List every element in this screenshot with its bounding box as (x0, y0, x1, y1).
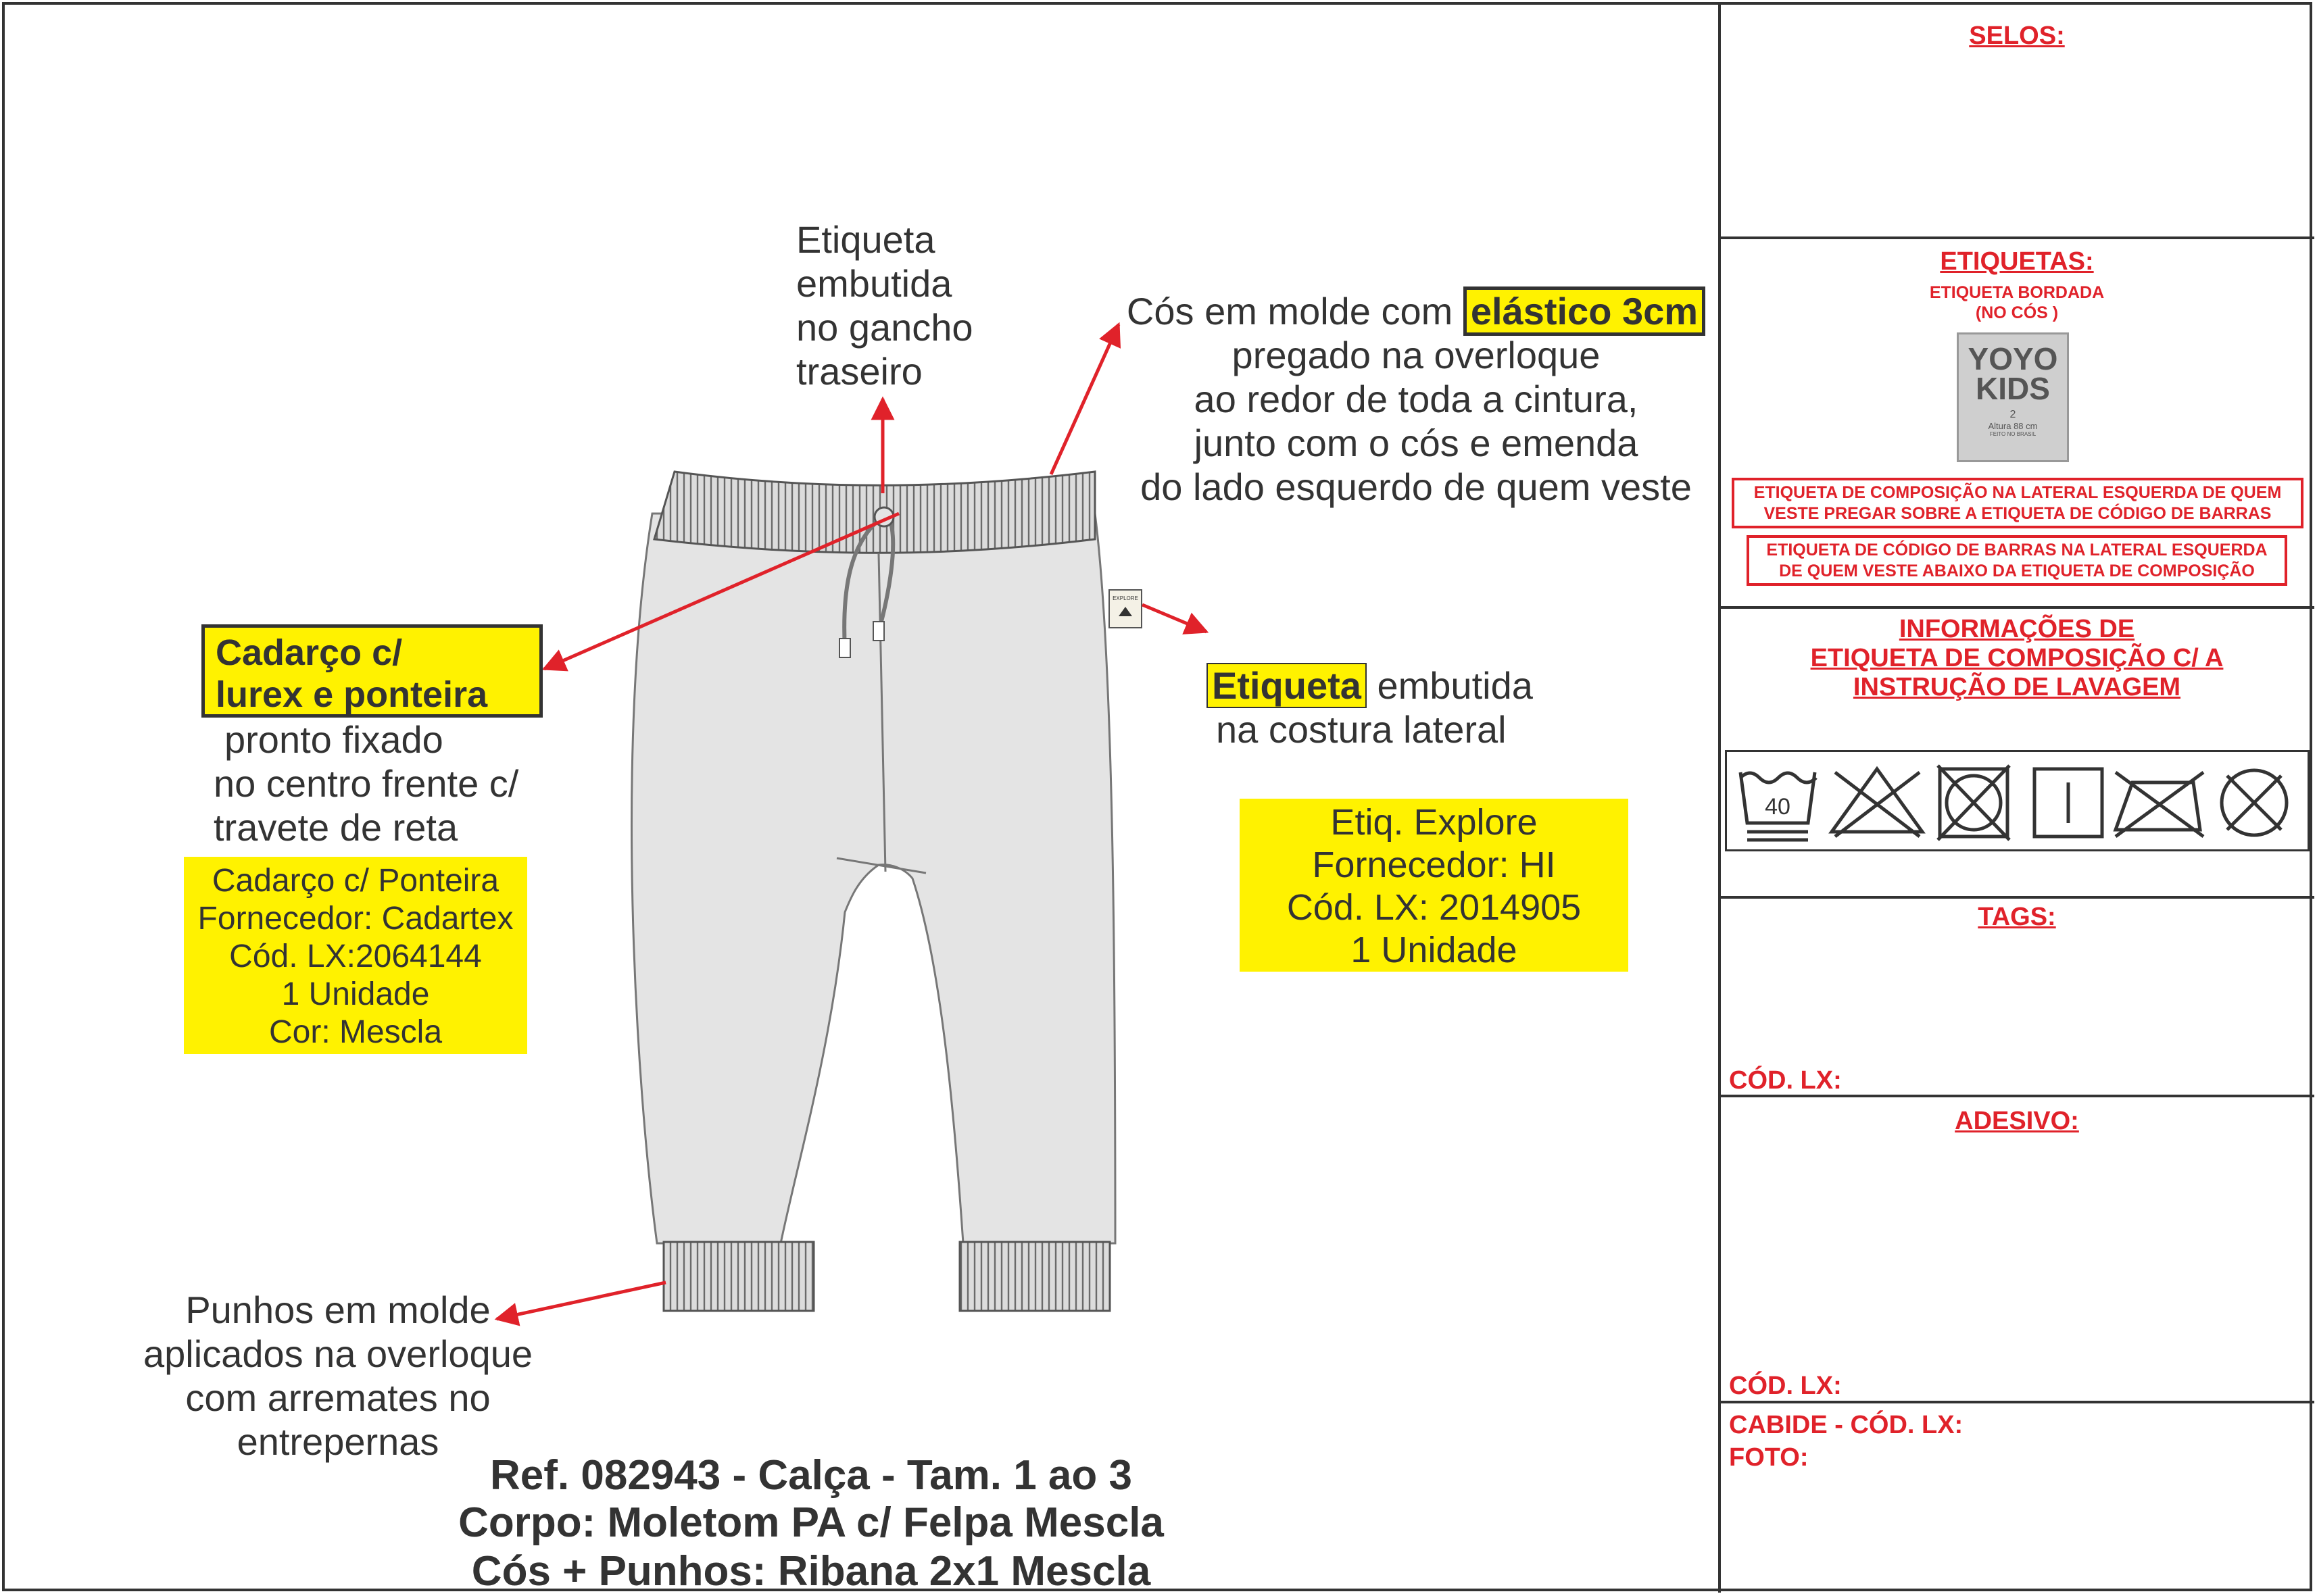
barcode-label-note (1747, 535, 2287, 586)
label-line: (NO CÓS ) (1975, 303, 2059, 322)
label-line: ETIQUETA BORDADA (1929, 283, 2105, 302)
drawstring-tip-left (839, 639, 850, 657)
info-line: Cód. LX:2064144 (229, 939, 482, 974)
panel-divider-2 (1718, 606, 2314, 609)
note-line: ao redor de toda a cintura, (1194, 378, 1638, 420)
yoyo-kids-label-image (1957, 332, 2069, 462)
note-cadarco (203, 718, 581, 849)
note-etiqueta-line1 (1206, 664, 1533, 707)
note-line: travete de reta (214, 806, 458, 849)
note-line: VESTE PREGAR SOBRE A ETIQUETA DE CÓDIGO DE BARRAS (1763, 504, 2272, 523)
etiqueta-highlight: Etiqueta (1206, 663, 1367, 708)
info-line: Cód. LX: 2014905 (1286, 887, 1582, 928)
note-cadarco-highlight (201, 624, 543, 718)
note-cos-line1 (1119, 289, 1713, 333)
label-size: 2 (2009, 409, 2016, 420)
label-height: Altura 88 cm (1988, 421, 2038, 431)
title-line: ETIQUETA DE COMPOSIÇÃO C/ A (1810, 644, 2224, 672)
note-line: com arremates no (185, 1376, 491, 1419)
note-line: DE QUEM VESTE ABAIXO DA ETIQUETA DE COMPOSIÇÃO (1779, 562, 2255, 580)
note-line: Etiqueta (796, 218, 935, 261)
note-etiqueta-gancho (796, 218, 973, 393)
info-line: 1 Unidade (281, 976, 430, 1012)
note-line: ETIQUETA DE CÓDIGO DE BARRAS NA LATERAL ESQUERDA (1766, 541, 2268, 559)
info-line: Fornecedor: Cadartex (197, 901, 514, 937)
note-line: no gancho (796, 306, 973, 349)
selos-title: SELOS: (1969, 22, 2065, 50)
note-line: traseiro (796, 350, 923, 393)
info-box-explore (1240, 799, 1628, 972)
cod-lx-tags: CÓD. LX: (1729, 1066, 1842, 1095)
right-cuff (960, 1242, 1110, 1311)
cabide-label: CABIDE - CÓD. LX: (1729, 1411, 1964, 1439)
informacoes-title (1721, 615, 2313, 702)
elastic-highlight: elástico 3cm (1463, 286, 1705, 336)
wash-symbols-box (1725, 750, 2310, 851)
foto-label: FOTO: (1729, 1443, 1809, 1472)
info-line: Cor: Mescla (268, 1014, 443, 1050)
arrow-cos (1051, 324, 1119, 474)
info-line: Cadarço c/ Ponteira (212, 863, 499, 899)
left-cuff (664, 1242, 814, 1311)
note-line: pregado na overloque (1231, 334, 1601, 376)
brand-line: YOYO (1968, 341, 2058, 376)
waistband (654, 472, 1095, 553)
note-line: embutida (1366, 664, 1533, 707)
no-dry-clean-icon (2222, 770, 2287, 835)
note-line: na costura lateral (1216, 708, 1507, 751)
line-dry-icon (2034, 769, 2102, 837)
title-line: INFORMAÇÕES DE (1899, 615, 2135, 643)
ref-title: Ref. 082943 - Calça - Tam. 1 ao 3 (490, 1452, 1132, 1499)
note-etiqueta-lateral (1206, 664, 1533, 751)
info-line: Etiq. Explore (1330, 802, 1538, 843)
drawstring-tip-right (873, 622, 884, 641)
panel-divider-4 (1718, 1095, 2314, 1097)
etiqueta-bordada-label (1721, 282, 2313, 323)
no-iron-icon (2116, 772, 2203, 837)
note-line: embutida (796, 262, 952, 305)
no-bleach-icon (1832, 769, 1922, 837)
title-line: INSTRUÇÃO DE LAVAGEM (1853, 673, 2181, 701)
note-line: no centro frente c/ (214, 762, 519, 805)
note-line: aplicados na overloque (143, 1332, 533, 1375)
panel-divider-1 (1718, 236, 2314, 239)
arrow-etiqueta (1142, 605, 1206, 632)
info-line: Fornecedor: HI (1312, 845, 1556, 885)
side-tag-text: EXPLORE (1113, 595, 1138, 601)
note-line: Cadarço c/ (216, 632, 403, 673)
wash-temp-text: 40 (1765, 794, 1790, 820)
wash-symbols (1727, 752, 2312, 853)
note-punhos (122, 1288, 554, 1464)
note-line: Cós em molde com (1126, 290, 1463, 332)
panel-divider-3 (1718, 896, 2314, 899)
trim-fabric-title: Cós + Punhos: Ribana 2x1 Mescla (471, 1548, 1151, 1595)
note-line: ETIQUETA DE COMPOSIÇÃO NA LATERAL ESQUERDA DE QUEM (1753, 483, 2282, 502)
label-origin: FEITO NO BRASIL (1989, 431, 2036, 437)
no-tumble-dry-icon (1938, 766, 2009, 840)
note-line: Punhos em molde (185, 1289, 491, 1331)
brand-line: KIDS (1976, 371, 2050, 406)
panel-divider-5 (1718, 1401, 2314, 1403)
cod-lx-adesivo: CÓD. LX: (1729, 1372, 1842, 1400)
note-line: pronto fixado (224, 718, 443, 761)
adesivo-title: ADESIVO: (1955, 1107, 2079, 1135)
info-line: 1 Unidade (1350, 930, 1517, 970)
body-fabric-title: Corpo: Moletom PA c/ Felpa Mescla (458, 1499, 1164, 1546)
info-box-cadarco (184, 857, 527, 1054)
etiquetas-title: ETIQUETAS: (1940, 247, 2094, 276)
composition-label-note (1732, 478, 2303, 528)
note-line: lurex e ponteira (216, 674, 488, 715)
note-line: entrepernas (237, 1420, 439, 1463)
note-cos (1119, 289, 1713, 509)
note-line: do lado esquerdo de quem veste (1140, 466, 1692, 508)
note-line: junto com o cós e emenda (1194, 422, 1638, 464)
tags-title: TAGS: (1978, 903, 2056, 931)
